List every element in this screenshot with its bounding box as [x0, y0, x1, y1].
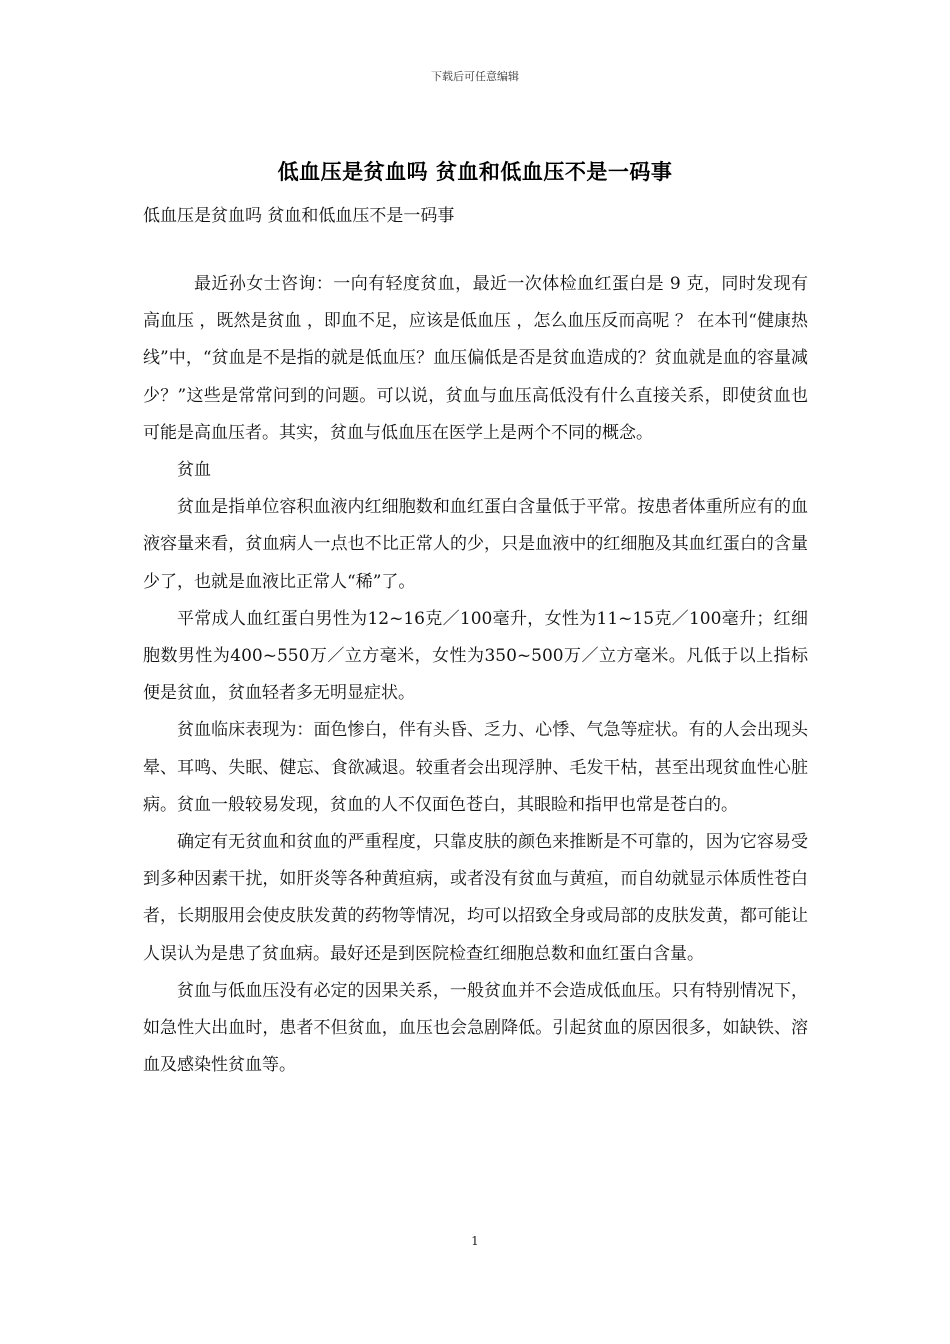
page-number: 1 [471, 1234, 479, 1248]
header-note: 下载后可任意编辑 [431, 70, 519, 83]
paragraph-anemia-definition: 贫血是指单位容积血液内红细胞数和血红蛋白含量低于平常。按患者体重所应有的血液容量来看，贫血病人一点也不比正常人的少，只是血液中的红细胞及其血红蛋白的含量少了，也就是血液比正常人“稀”了。 [143, 497, 808, 592]
document-body [143, 266, 808, 1084]
paragraph-normal-values: 平常成人血红蛋白男性为12~16克／100毫升，女性为11~15克／100毫升；红细胞数男性为400~550万／立方毫米，女性为350~500万／立方毫米。凡低于以上指标便是贫血，贫血轻者多无明显症状。 [143, 608, 808, 704]
document-title: 低血压是贫血吗 贫血和低血压不是一码事 [277, 159, 673, 184]
paragraph-conclusion: 贫血与低血压没有必定的因果关系，一般贫血并不会造成低血压。只有特别情况下，如急性大出血时，患者不但贫血，血压也会急剧降低。引起贫血的原因很多，如缺铁、溶血及感染性贫血等。 [143, 980, 808, 1076]
section-heading-anemia: 贫血 [177, 460, 211, 481]
paragraph-symptoms: 贫血临床表现为：面色惨白，伴有头昏、乏力、心悸、气急等症状。有的人会出现头晕、耳鸣、失眠、健忘、食欲减退。较重者会出现浮肿、毛发干枯，甚至出现贫血性心脏病。贫血一般较易发现，贫血的人不仅面色苍白，其眼睑和指甲也常是苍白的。 [143, 720, 808, 815]
document-subtitle: 低血压是贫血吗 贫血和低血压不是一码事 [143, 206, 455, 226]
paragraph-intro: 最近孙女士咨询：一向有轻度贫血，最近一次体检血红蛋白是 9 克，同时发现有高血压 ，既然是贫血 ，即血不足，应该是低血压 ，怎么血压反而高呢 ？ 在本刊“健康热线”中，“贫血是不是指的就是低血压？血压偏低是否是贫血造成的？贫血就是血的容量减少？”这些是常常问到的问题。可以说，贫血与血压高低没有什么直接关系，即使贫血也可能是高血压者。其实，贫血与低血压在医学上是两个不同的概念。 [143, 274, 808, 443]
paragraph-diagnosis: 确定有无贫血和贫血的严重程度，只靠皮肤的颜色来推断是不可靠的，因为它容易受到多种因素干扰，如肝炎等各种黄疸病，或者没有贫血与黄疸，而自幼就显示体质性苍白者，长期服用会使皮肤发黄的药物等情况，均可以招致全身或局部的皮肤发黄，都可能让人误认为是患了贫血病。最好还是到医院检查红细胞总数和血红蛋白含量。 [143, 832, 808, 964]
